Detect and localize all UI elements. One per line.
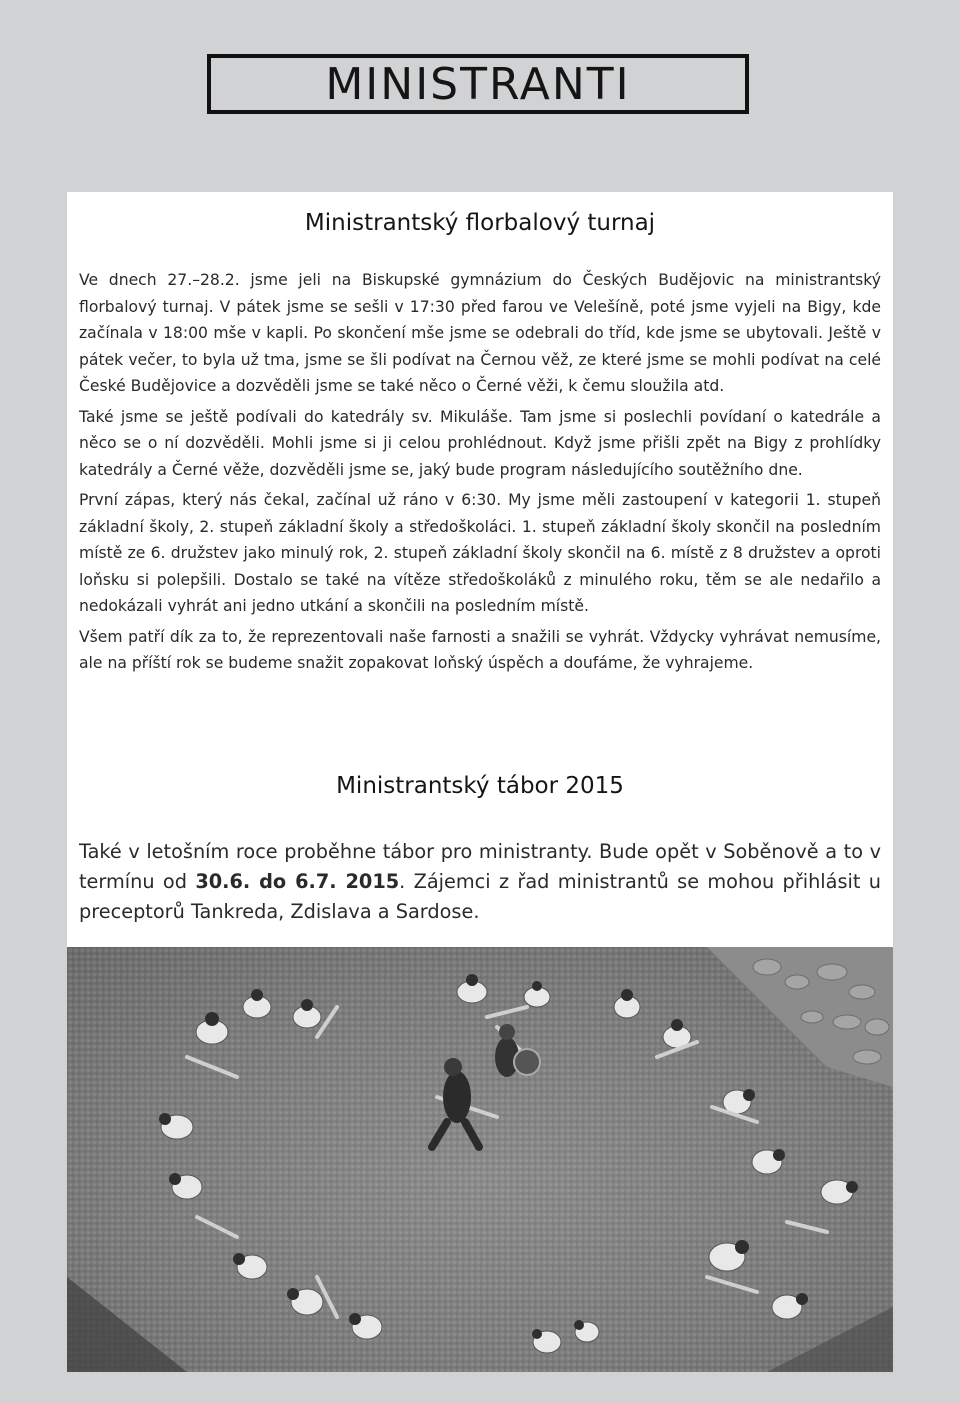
section-body-tabor xyxy=(79,837,881,927)
content-panel xyxy=(67,192,893,947)
paragraph: První zápas, který nás čekal, začínal už ráno v 6:30. My jsme měli zastoupení v kategorii 1. stupeň základní školy, 2. stupeň základní školy a středoškoláci. 1. stupeň základní školy skončil na posledním místě ze 6. družstev jako minulý rok, 2. stupeň základní školy skončil na 6. místě z 8 družstev a oproti loňsku si polepšili. Dostalo se také na vítěze středoškoláků z minulého roku, těm se ale nedařilo a nedokázali vyhrát ani jedno utkání a skončili na posledním místě. xyxy=(79,491,881,615)
section-body-florbal xyxy=(79,267,881,681)
page-title: MINISTRANTI xyxy=(325,59,631,110)
text-before: Také v letošním roce proběhne tábor pro ministranty. Bude opět v Soběnově a to v termínu od xyxy=(79,840,881,893)
paragraph xyxy=(79,837,881,927)
section-title-tabor: Ministrantský tábor 2015 xyxy=(336,773,624,799)
paragraph: Všem patří dík za to, že reprezentovali naše farnosti a snažili se vyhrát. Vždycky vyhrávat nemusíme, ale na příští rok se budeme snažit zopakovat loňský úspěch a doufáme, že vyhrajeme. xyxy=(79,627,881,672)
paragraph: Ve dnech 27.–28.2. jsme jeli na Biskupské gymnázium do Českých Budějovic na ministrantský florbalový turnaj. V pátek jsme se sešli v 17:30 před farou ve Velešíně, poté jsme vyjeli na Bigy, kde začínala v 18:00 mše v kapli. Po skončení mše jsme se odebrali do tříd, kde jsme se ubytovali. Ještě v pátek večer, to byla už tma, jsme se šli podívat na Černou věž, ze které jsme se mohli podívat na celé České Budějovice a dozvěděli jsme se také něco o Černé věži, k čemu sloužila atd. xyxy=(79,271,881,395)
section-title-florbal: Ministrantský florbalový turnaj xyxy=(304,210,656,236)
photo-children-circle xyxy=(67,947,893,1372)
text-after: . Zájemci z řad ministrantů se mohou přihlásit u preceptorů Tankreda, Zdislava a Sardose. xyxy=(79,870,881,923)
header-box xyxy=(207,54,749,114)
date-range: 30.6. do 6.7. 2015 xyxy=(195,870,400,893)
paragraph: Také jsme se ještě podívali do katedrály sv. Mikuláše. Tam jsme si poslechli povídaní o katedrále a něco se o ní dozvěděli. Mohli jsme si ji celou prohlédnout. Když jsme přišli zpět na Bigy z prohlídky katedrály a Černé věže, dozvěděli jsme se, jaký bude program následujícího soutěžního dne. xyxy=(79,407,881,479)
photo-image xyxy=(67,947,893,1372)
